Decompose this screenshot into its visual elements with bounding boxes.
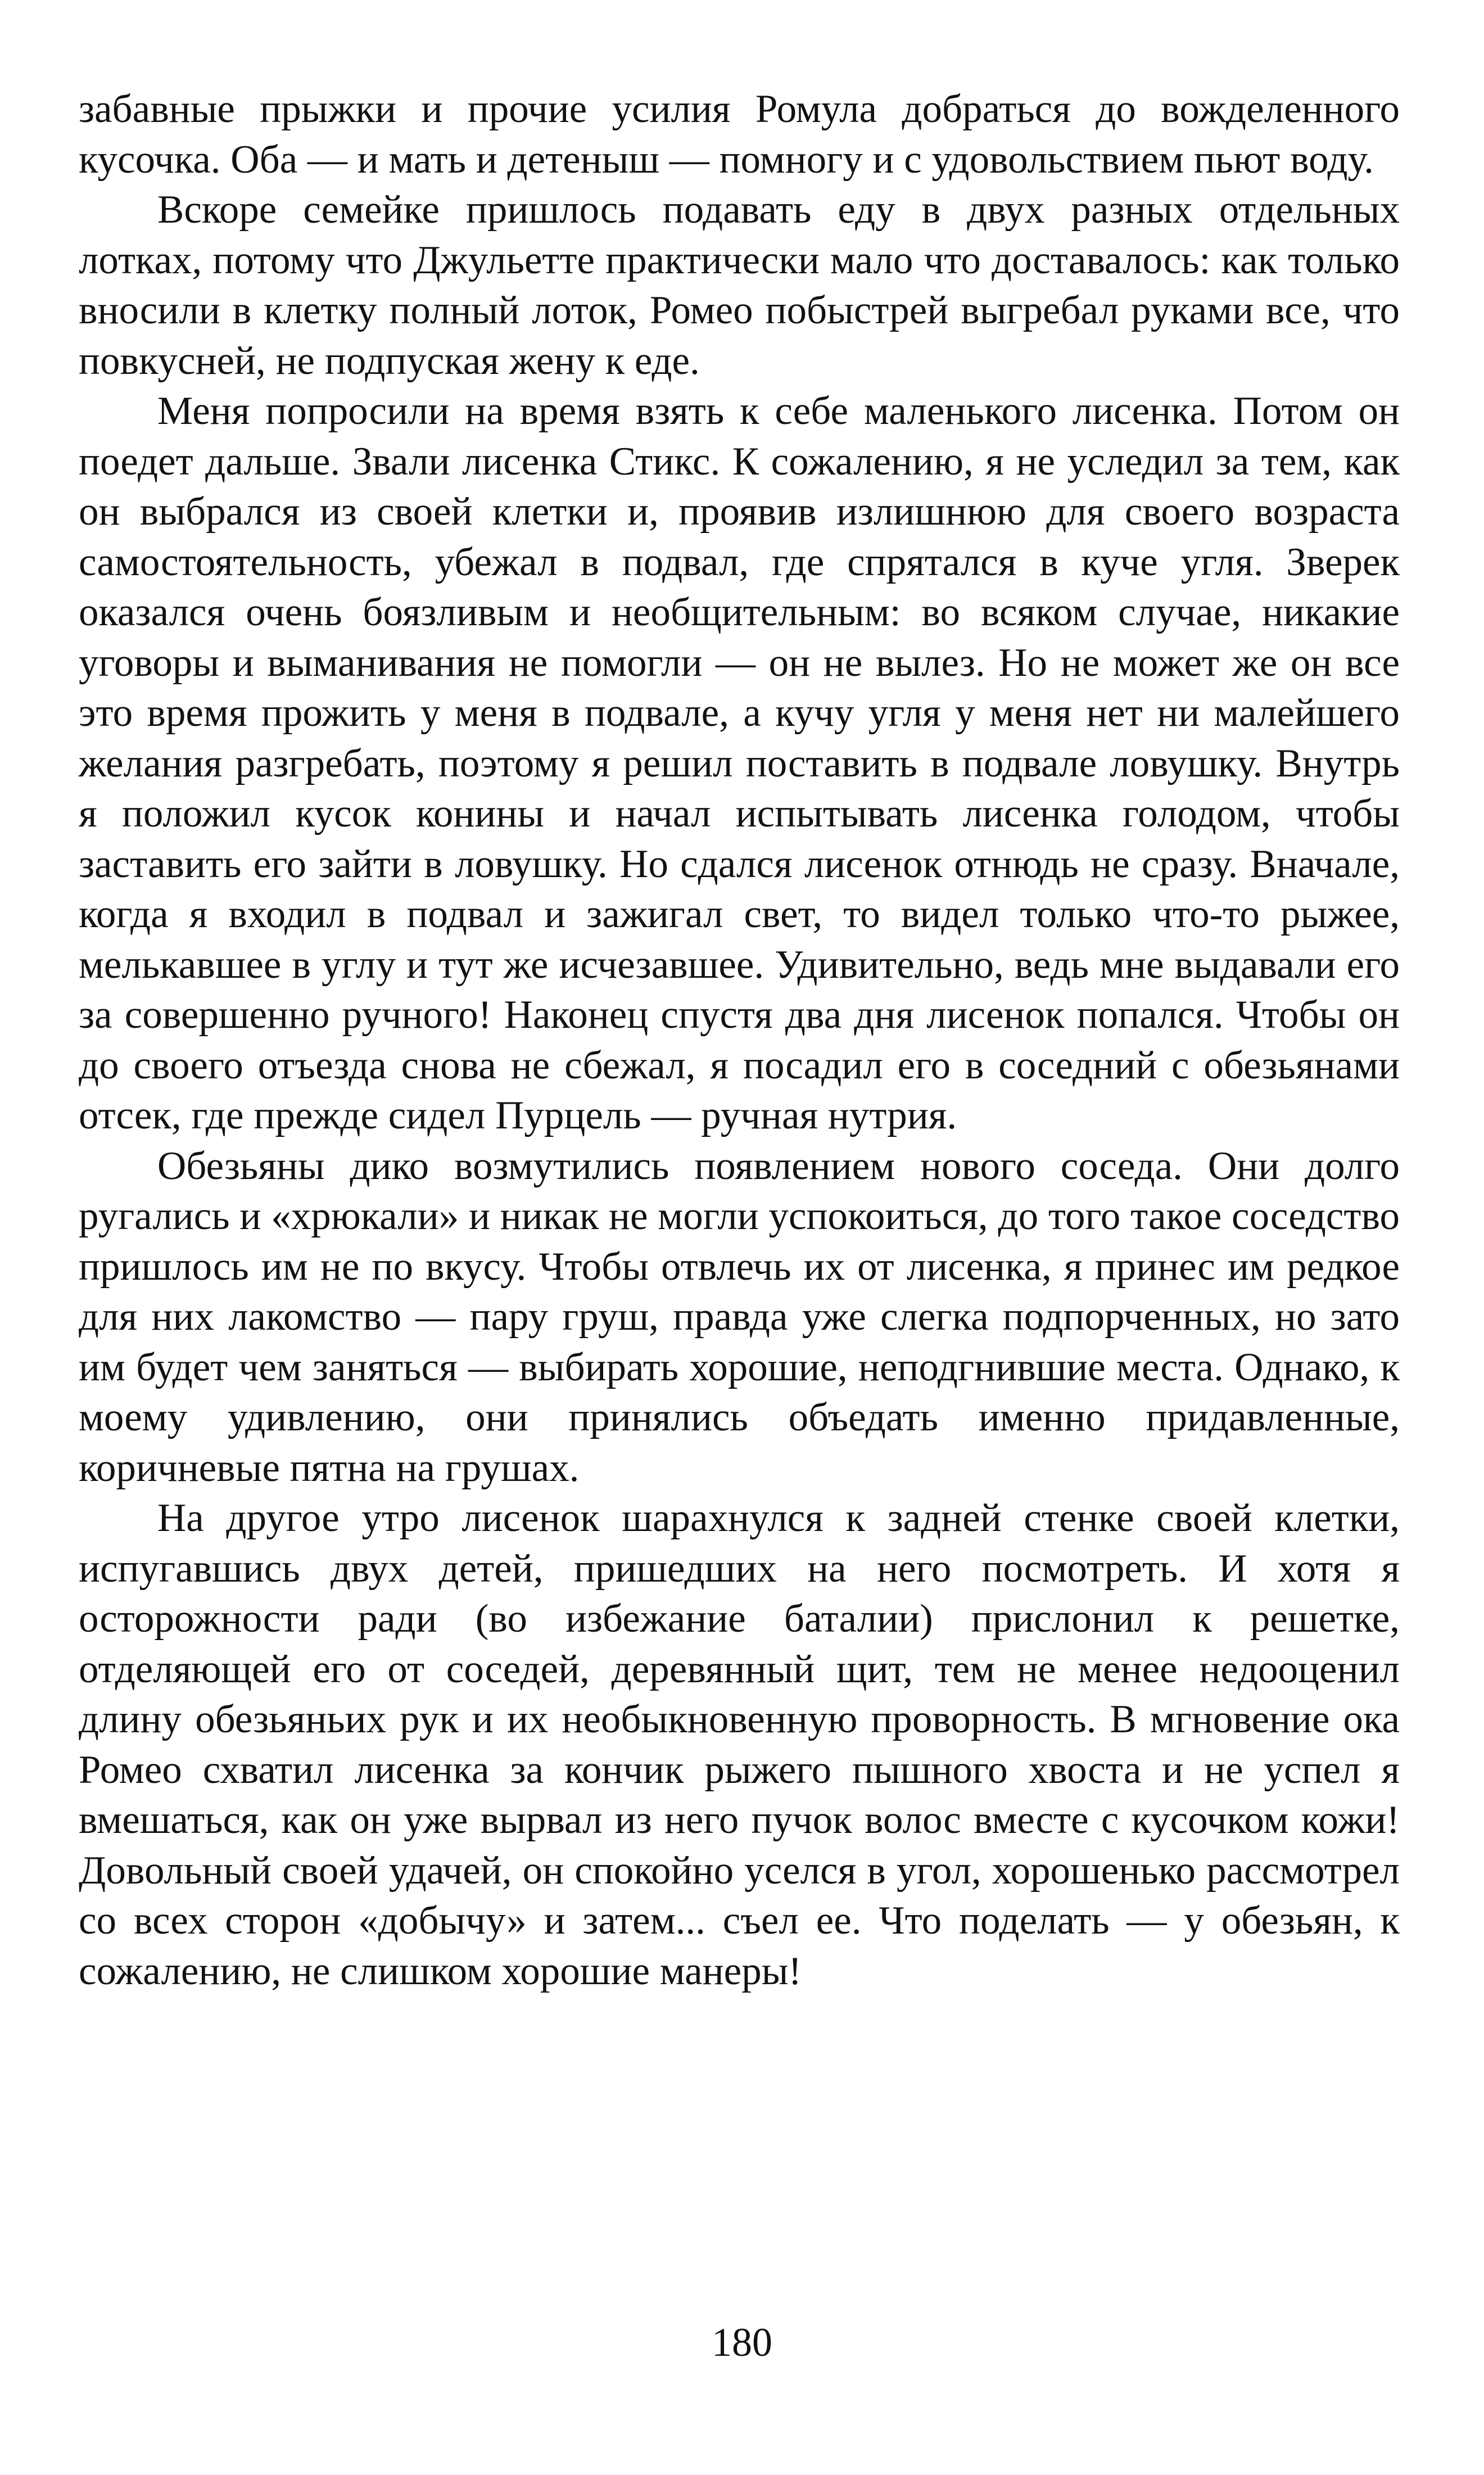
paragraph-3: Меня попросили на время взять к себе маленького лисенка. Потом он поедет дальше. Звали лисенка Стикс. К сожалению, я не уследил за тем, как он выбрался из своей клетки и, проявив излишнюю для своего возраста самостоятельность, убежал в подвал, где спрятался в куче угля. Зверек оказался очень боязливым и необщительным: во всяком случае, никакие уговоры и выманивания не помогли — он не вылез. Но не может же он все это время прожить у меня в подвале, а кучу угля у меня нет ни малейшего желания разгребать, поэтому я решил поставить в подвале ловушку. Внутрь я положил кусок конины и начал испытывать лисенка голодом, чтобы заставить его зайти в ловушку. Но сдался лисенок отнюдь не сразу. Вначале, когда я входил в подвал и зажигал свет, то видел только что-то рыжее, мелькавшее в углу и тут же исчезавшее. Удивительно, ведь мне выдавали его за совершенно ручного! Наконец спустя два дня лисенок попался. Чтобы он до своего отъезда снова не сбежал, я посадил его в соседний с обезьянами отсек, где прежде сидел Пурцель — ручная нутрия. <box>79 389 1400 1137</box>
paragraph-5: На другое утро лисенок шарахнулся к задней стенке своей клетки, испугавшись двух детей, пришедших на него посмотреть. И хотя я осторожности ради (во избежание баталии) прислонил к решетке, отделяющей его от соседей, деревянный щит, тем не менее недооценил длину обезьяньих рук и их необыкновенную проворность. В мгновение ока Ромео схватил лисенка за кончик рыжего пышного хвоста и не успел я вмешаться, как он уже вырвал из него пучок волос вместе с кусочком кожи! Довольный своей удачей, он спокойно уселся в угол, хорошенько рассмотрел со всех сторон «добычу» и затем... съел ее. Что поделать — у обезьян, к сожалению, не слишком хорошие манеры! <box>79 1496 1400 1993</box>
paragraph-1: забавные прыжки и прочие усилия Ромула добраться до вожделенного кусочка. Оба — и мать и детеныш — помногу и с удовольствием пьют воду. <box>79 87 1400 182</box>
paragraph-4: Обезьяны дико возмутились появлением нового соседа. Они долго ругались и «хрюкали» и никак не могли успокоиться, до того такое соседство пришлось им не по вкусу. Чтобы отвлечь их от лисенка, я принес им редкое для них лакомство — пару груш, правда уже слегка подпорченных, но зато им будет чем заняться — выбирать хорошие, неподгнившие места. Однако, к моему удивлению, они принялись объедать именно придавленные, коричневые пятна на грушах. <box>79 1144 1400 1490</box>
paragraph-2: Вскоре семейке пришлось подавать еду в двух разных отдельных лотках, потому что Джульетте практически мало что доставалось: как только вносили в клетку полный лоток, Ромео побыстрей выгребал руками все, что повкусней, не подпуская жену к еде. <box>79 188 1400 383</box>
page-number: 180 <box>712 2320 772 2365</box>
page-body <box>79 84 1400 1997</box>
